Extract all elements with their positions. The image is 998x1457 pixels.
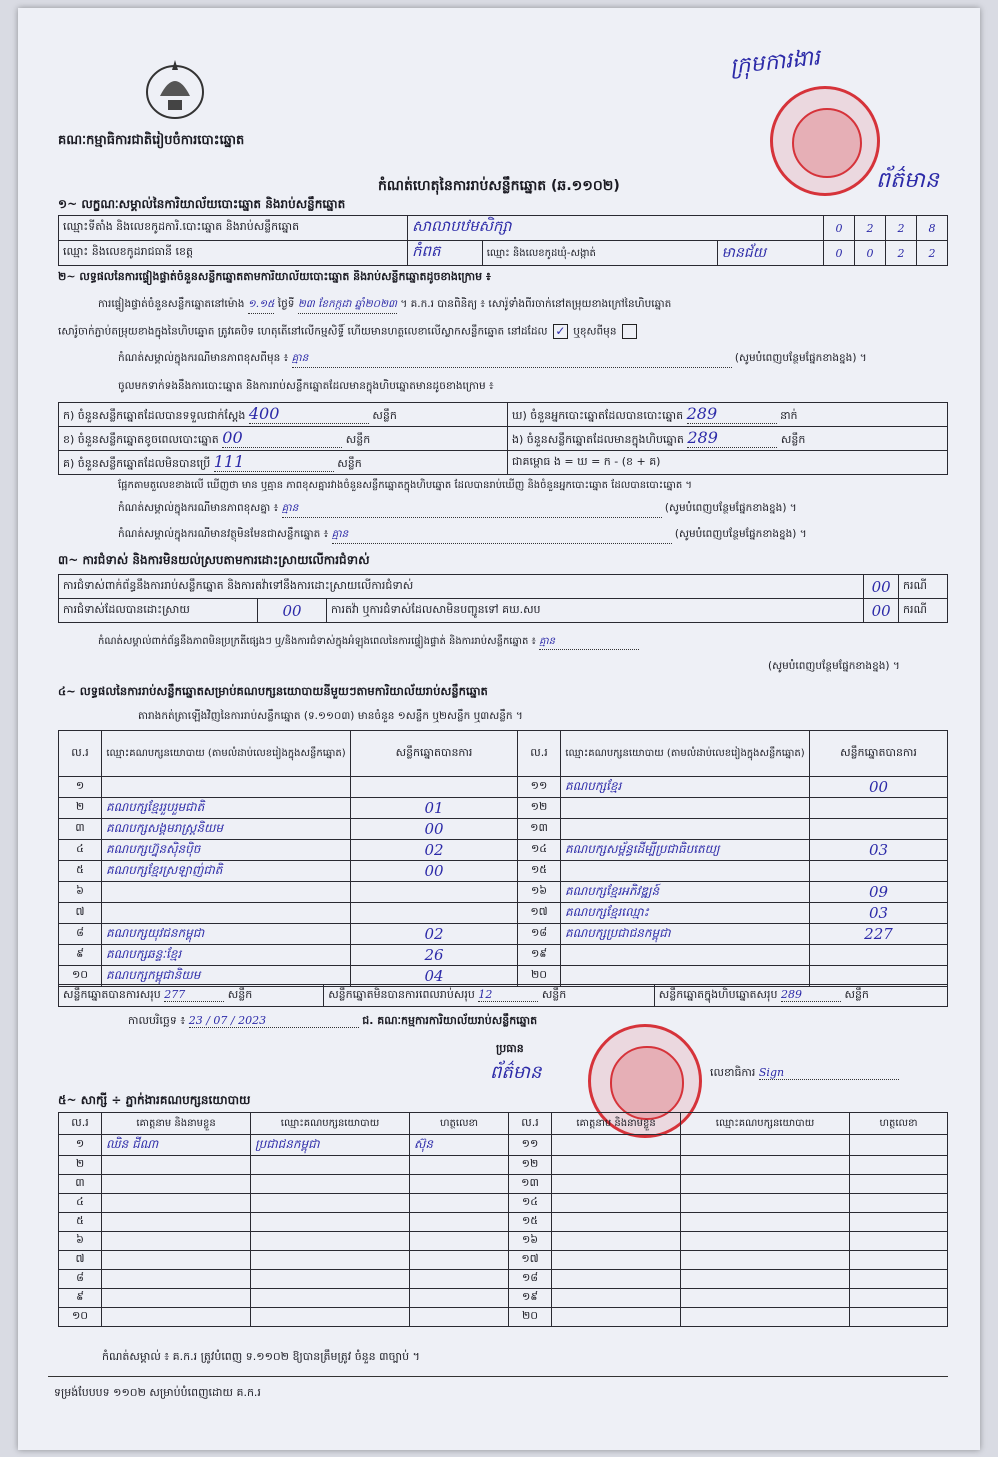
irregular-note-label: កំណត់សម្គាល់ក្នុងករណីមានវត្ថុមិនមែនជាសន្លឹកឆ្នោត ៖: [118, 528, 329, 540]
party-name-right: គណបក្សខ្មែរឈ្មោះ: [561, 903, 810, 924]
changed-checkbox[interactable]: [622, 324, 637, 339]
voters-value: 289: [687, 404, 777, 424]
party-name-left: គណបក្សហ្វ៊ុនស៊ិនប៉ិច: [102, 840, 351, 861]
handwritten-note: ក្រុមការងារ: [728, 45, 822, 80]
witness-no-left: ៤: [59, 1194, 102, 1213]
party-no-left: ៦: [59, 882, 102, 903]
w-col-no-right: ល.រ: [509, 1113, 552, 1135]
col-no-left: ល.រ: [59, 731, 102, 777]
received-label: ក) ចំនួនសន្លឹកឆ្នោតដែលបានទទួលជាក់ស្តែង: [63, 409, 246, 422]
party-name-right: [561, 861, 810, 882]
party-name-left: គណបក្សខ្មែរស្រឡាញ់ជាតិ: [102, 861, 351, 882]
witness-name-right: [552, 1232, 681, 1251]
box-total-value: 289: [781, 988, 841, 1002]
table-row: [59, 1289, 948, 1308]
party-votes-right: 00: [810, 777, 948, 798]
section-4-title: ៤~ លទ្ធផលនៃការរាប់សន្លឹកឆ្នោតសម្រាប់គណបក្សនយោបាយនីមួយៗតាមការិយាល័យរាប់សន្លឹកឆ្នោត: [58, 684, 488, 698]
verify-date: ២៣ ខែកក្កដា ឆ្នាំ២០២៣: [298, 298, 397, 314]
witness-name-left: [102, 1251, 251, 1270]
witness-name-right: [552, 1251, 681, 1270]
party-votes-left: 01: [351, 798, 518, 819]
party-votes-left: 00: [351, 861, 518, 882]
table-row: [59, 798, 948, 819]
match-line: ផ្អែកតាមតួលេខខាងលើ ឃើញថា មាន ឬគ្មាន ភាពខុសគ្នារវាងចំនួនសន្លឹកឆ្នោតក្នុងហិបឆ្នោត ដែលបានរាប់ឃើញ និងចំនួនអ្នកបោះឆ្នោត ដែលបានបោះឆ្នោត ។: [118, 480, 693, 491]
in-box-value: 289: [687, 428, 777, 448]
table-row: [59, 1251, 948, 1270]
commune-code-3: 2: [917, 241, 948, 266]
table-row: [59, 945, 948, 966]
witness-no-right: ១៦: [509, 1232, 552, 1251]
party-name-left: គណបក្សឆន្ទៈខ្មែរ: [102, 945, 351, 966]
witness-name-right: [552, 1270, 681, 1289]
invalid-total-cell: [324, 985, 655, 1007]
witness-no-right: ១៩: [509, 1289, 552, 1308]
witness-party-left: ប្រជាជនកម្ពុជា: [251, 1135, 410, 1156]
witness-party-right: [681, 1270, 850, 1289]
witness-name-left: [102, 1308, 251, 1327]
chair-label: ប្រធាន: [496, 1042, 524, 1055]
party-results-table: [58, 730, 948, 987]
province-value: កំពត: [408, 241, 483, 266]
seal-text: សោរ៉ូចាក់ភ្ជាប់តម្រុយខាងក្នុងនៃហិបឆ្នោត ត្រូវគេបិទ ហេតុតើនៅលើកម្មសិទ្ធិ៍ ហើយមានហត្ថលេខាលើស្លាកសន្លឹកឆ្នោត នៅដដែល: [58, 325, 548, 338]
witness-name-right: [552, 1135, 681, 1156]
secretary-line: [710, 1066, 899, 1082]
unused-label: គ) ចំនួនសន្លឹកឆ្នោតដែលមិនបានប្រើ: [63, 457, 211, 470]
witness-no-right: ១៨: [509, 1270, 552, 1289]
witness-party-left: [251, 1289, 410, 1308]
witness-no-left: ៥: [59, 1213, 102, 1232]
resolved-value: 00: [258, 599, 327, 623]
witness-sign-right: [850, 1213, 948, 1232]
party-no-left: ១០: [59, 966, 102, 987]
irregularity-note-label: កំណត់សម្គាល់ពាក់ព័ន្ធនឹងភាពមិនប្រក្រតីផ្សេងៗ ឬ/និងការជំទាស់ក្នុងអំឡុងពេលនៃការផ្ទៀងផ្ទាត់ និងការរាប់សន្លឹកឆ្នោត ៖: [98, 636, 536, 647]
witness-name-left: ឈិន ជីណា: [102, 1135, 251, 1156]
official-stamp-top: [770, 86, 880, 196]
party-votes-right: [810, 798, 948, 819]
station-label: ឈ្មោះទីតាំង និងលេខកូដការិ.បោះឆ្នោត និងរាប់សន្លឹកឆ្នោត: [59, 216, 408, 241]
party-name-right: គណបក្សប្រជាជនកម្ពុជា: [561, 924, 810, 945]
witness-no-left: ១០: [59, 1308, 102, 1327]
witness-no-left: ៨: [59, 1270, 102, 1289]
party-no-left: ៥: [59, 861, 102, 882]
section-1-table: [58, 215, 948, 266]
date-label: កាលបរិច្ឆេទ ៖: [128, 1014, 186, 1027]
party-name-left: គណបក្សខ្មែររួបរួមជាតិ: [102, 798, 351, 819]
irregular-note-line: [118, 528, 968, 544]
witness-no-left: ៣: [59, 1175, 102, 1194]
witness-party-right: [681, 1232, 850, 1251]
changed-label: ឬខុសពីមុន: [573, 325, 617, 338]
party-name-left: [102, 777, 351, 798]
irregularity-note-value: គ្មាន: [539, 634, 639, 650]
station-code-2: 2: [855, 216, 886, 241]
w-col-sign-left: ហត្ថលេខា: [410, 1113, 509, 1135]
intact-checkbox[interactable]: ✓: [553, 324, 568, 339]
witness-name-right: [552, 1156, 681, 1175]
table-row: [59, 1194, 948, 1213]
col-votes-left: សន្លឹកឆ្នោតបានការ: [351, 731, 518, 777]
verify-text-a: ការផ្ទៀងផ្ទាត់ចំនួនសន្លឹកឆ្នោតនៅម៉ោង: [98, 298, 245, 310]
witness-no-left: ១: [59, 1135, 102, 1156]
w-col-party-left: ឈ្មោះគណបក្សនយោបាយ: [251, 1113, 410, 1135]
witness-sign-right: [850, 1175, 948, 1194]
in-box-unit: សន្លឹក: [780, 433, 806, 446]
party-votes-right: 227: [810, 924, 948, 945]
w-col-party-right: ឈ្មោះគណបក្សនយោបាយ: [681, 1113, 850, 1135]
witness-no-right: ២០: [509, 1308, 552, 1327]
secretary-label: លេខាធិការ: [710, 1066, 756, 1079]
party-no-right: ១៨: [518, 924, 561, 945]
witness-no-left: ៩: [59, 1289, 102, 1308]
table-row: [59, 819, 948, 840]
unused-value: 111: [214, 452, 334, 472]
party-name-left: [102, 903, 351, 924]
party-votes-left: [351, 777, 518, 798]
w-col-name-right: គោត្តនាម និងនាមខ្លួន: [552, 1113, 681, 1135]
table-row: [59, 840, 948, 861]
valid-total-cell: [59, 985, 324, 1007]
party-no-right: ១៤: [518, 840, 561, 861]
difference-note-value: គ្មាន: [282, 502, 662, 518]
ballot-count-table: [58, 402, 948, 475]
witness-name-right: [552, 1289, 681, 1308]
section-4-intro: តារាងកត់ត្រាឡើងវិញនៃការរាប់សន្លឹកឆ្នោត (ទ.១១០៣) មានចំនួន ១សន្លឹក ឬ២សន្លឹក ឬ៣សន្លឹក ។: [138, 710, 523, 722]
party-no-left: ៨: [59, 924, 102, 945]
w-col-sign-right: ហត្ថលេខា: [850, 1113, 948, 1135]
document-title: កំណត់ហេតុនៃការរាប់សន្លឹកឆ្នោត (ឆ.១១០២): [378, 178, 620, 194]
station-code-1: 0: [824, 216, 855, 241]
commune-code-2: 2: [886, 241, 917, 266]
change-note-label: កំណត់សម្គាល់ក្នុងករណីមានភាពខុសពីមុន ៖: [118, 352, 289, 364]
witness-sign-right: [850, 1135, 948, 1156]
witness-sign-left: [410, 1213, 509, 1232]
party-no-left: ៧: [59, 903, 102, 924]
witness-name-left: [102, 1156, 251, 1175]
form-footer: ទម្រង់បែបបទ ១១០២ សម្រាប់បំពេញដោយ គ.ក.រ: [54, 1386, 261, 1399]
unused-unit: សន្លឹក: [337, 457, 362, 470]
station-code-3: 2: [886, 216, 917, 241]
witness-party-left: [251, 1308, 410, 1327]
party-votes-right: [810, 819, 948, 840]
date-line: [128, 1014, 537, 1030]
forwarded-value: 00: [864, 599, 899, 623]
verify-text-c: ។ គ.ក.រ បានពិនិត្យ ៖ សោរ៉ូទាំងពីរចាក់នៅតម្រុយខាងក្រៅនៃហិបឆ្នោត: [400, 298, 672, 310]
witness-sign-left: [410, 1251, 509, 1270]
ballot-row-received: [59, 403, 508, 427]
party-name-right: គណបក្សខ្មែរ: [561, 777, 810, 798]
valid-total-label: សន្លឹកឆ្នោតបានការសរុប: [63, 987, 161, 1001]
party-no-right: ១៣: [518, 819, 561, 840]
table-row: [59, 1135, 948, 1156]
change-note-value: គ្មាន: [292, 352, 732, 368]
party-name-right: គណបក្សខ្មែរអភិវឌ្ឍន៍: [561, 882, 810, 903]
verify-text-b: ថ្ងៃទី: [277, 298, 295, 310]
totals-table: [58, 984, 948, 1007]
irregular-note-hint: (សូមបំពេញបន្ថែមផ្នែកខាងខ្នង) ។: [674, 528, 807, 540]
witness-party-right: [681, 1251, 850, 1270]
witness-name-left: [102, 1213, 251, 1232]
voters-unit: នាក់: [780, 409, 798, 422]
invalid-total-value: 12: [478, 988, 538, 1002]
witness-no-right: ១២: [509, 1156, 552, 1175]
party-no-left: ៩: [59, 945, 102, 966]
witness-no-left: ៧: [59, 1251, 102, 1270]
section-1-title: ១~ លក្ខណៈសម្គាល់នៃការិយាល័យបោះឆ្នោត និងរាប់សន្លឹកឆ្នោត: [58, 197, 346, 211]
ballot-row-unused: [59, 451, 508, 475]
witness-name-right: [552, 1194, 681, 1213]
table-row: [59, 1232, 948, 1251]
valid-total-value: 277: [164, 988, 224, 1002]
table-row: [59, 1270, 948, 1289]
commune-code-1: 0: [855, 241, 886, 266]
province-code-1: 0: [824, 241, 855, 266]
party-no-right: ១៦: [518, 882, 561, 903]
party-name-right: [561, 945, 810, 966]
w-col-name-left: គោត្តនាម និងនាមខ្លួន: [102, 1113, 251, 1135]
col-no-right: ល.រ: [518, 731, 561, 777]
party-votes-left: 04: [351, 966, 518, 987]
witness-party-left: [251, 1213, 410, 1232]
box-total-unit: សន្លឹក: [844, 987, 869, 1001]
table-row: [59, 1175, 948, 1194]
difference-note-label: កំណត់សម្គាល់ក្នុងករណីមានភាពខុសគ្នា ៖: [118, 502, 279, 514]
invalid-total-label: សន្លឹកឆ្នោតមិនបានការពេលរាប់សរុប: [328, 987, 475, 1001]
voters-label: ឃ) ចំនួនអ្នកបោះឆ្នោតដែលបានបោះឆ្នោត: [512, 409, 684, 422]
party-votes-right: [810, 861, 948, 882]
change-note-hint: (សូមបំពេញបន្ថែមផ្នែកខាងខ្នង) ។: [734, 352, 867, 364]
commune-label: ឈ្មោះ និងលេខកូដឃុំ-សង្កាត់: [482, 241, 717, 266]
party-name-right: [561, 819, 810, 840]
witness-sign-left: [410, 1175, 509, 1194]
witness-no-right: ១៣: [509, 1175, 552, 1194]
witness-name-right: [552, 1175, 681, 1194]
party-no-left: ១: [59, 777, 102, 798]
party-name-left: គណបក្សយុវជនកម្ពុជា: [102, 924, 351, 945]
section-2-title: ២~ លទ្ធផលនៃការផ្ទៀងផ្ទាត់ចំនួនសន្លឹកឆ្នោតតាមការិយាល័យបោះឆ្នោត និងរាប់សន្លឹកឆ្នោតដូចខាងក្រោម ៖: [58, 270, 491, 283]
change-note-line: [118, 352, 968, 368]
witness-party-right: [681, 1289, 850, 1308]
commission-name: គណៈកម្មាធិការជាតិរៀបចំការបោះឆ្នោត: [58, 133, 245, 148]
spoiled-unit: សន្លឹក: [345, 433, 371, 446]
table-row: [59, 924, 948, 945]
station-code-4: 8: [917, 216, 948, 241]
section-3-title: ៣~ ការជំទាស់ និងការមិនយល់ស្របតាមការដោះស្រាយលើការជំទាស់: [58, 553, 370, 567]
witness-no-right: ១៤: [509, 1194, 552, 1213]
party-votes-right: 03: [810, 903, 948, 924]
difference-note-line: [118, 502, 968, 518]
witness-party-left: [251, 1232, 410, 1251]
party-name-left: [102, 882, 351, 903]
party-no-left: ៤: [59, 840, 102, 861]
station-value: សាលាបឋមសិក្សា: [408, 216, 824, 241]
seal-line: [58, 324, 958, 341]
box-total-cell: [654, 985, 947, 1007]
col-party-left: ឈ្មោះគណបក្សនយោបាយ (តាមលំដាប់លេខរៀងក្នុងសន្លឹកឆ្នោត): [102, 731, 351, 777]
witness-party-right: [681, 1175, 850, 1194]
handwritten-signature-top: ព័ត៌មាន: [876, 168, 939, 193]
received-value: 400: [249, 404, 369, 424]
irregularity-note-line: [98, 634, 968, 650]
ballot-row-voters: [508, 403, 948, 427]
party-votes-left: [351, 903, 518, 924]
formula-text: ជាគម្ពោធ ង = ឃ = ក - (ខ + គ): [512, 454, 661, 468]
spoiled-label: ខ) ចំនួនសន្លឹកឆ្នោតខូចពេលបោះឆ្នោត: [63, 433, 219, 446]
witness-name-right: [552, 1308, 681, 1327]
date-value: 23 / 07 / 2023: [189, 1014, 359, 1028]
commune-value: មានជ័យ: [717, 241, 823, 266]
party-no-left: ៣: [59, 819, 102, 840]
w-col-no-left: ល.រ: [59, 1113, 102, 1135]
witness-no-right: ១១: [509, 1135, 552, 1156]
forwarded-unit: ករណី: [899, 599, 948, 623]
resolved-label: ការជំទាស់ដែលបានដោះស្រាយ: [59, 599, 258, 623]
section-2-intro: ចូលមកទាក់ទងនឹងការបោះឆ្នោត និងការរាប់សន្លឹកឆ្នោតដែលមានក្នុងហិបឆ្នោតមានដូចខាងក្រោម ៖: [118, 380, 494, 392]
forwarded-label: ការតវ៉ា ឬការជំទាស់ដែលសាមិនបញ្ជូនទៅ គឃ.សប: [327, 599, 864, 623]
witness-sign-right: [850, 1251, 948, 1270]
secretary-signature: Sign: [759, 1066, 899, 1080]
sign-label: ជ. គណៈកម្មការការិយាល័យរាប់សន្លឹកឆ្នោត: [362, 1014, 538, 1027]
objection-unit: ករណី: [899, 575, 948, 599]
party-no-left: ២: [59, 798, 102, 819]
table-row: [59, 1308, 948, 1327]
table-row: [59, 777, 948, 798]
witness-party-right: [681, 1156, 850, 1175]
witness-sign-right: [850, 1232, 948, 1251]
witness-no-right: ១៥: [509, 1213, 552, 1232]
witness-sign-left: [410, 1156, 509, 1175]
document-page: [18, 8, 980, 1450]
witness-sign-left: [410, 1270, 509, 1289]
witness-name-left: [102, 1270, 251, 1289]
valid-total-unit: សន្លឹក: [227, 987, 253, 1001]
col-votes-right: សន្លឹកឆ្នោតបានការ: [810, 731, 948, 777]
footer-divider: [48, 1376, 948, 1377]
spoiled-value: 00: [222, 428, 342, 448]
witness-sign-left: [410, 1308, 509, 1327]
table-row: [59, 882, 948, 903]
party-no-right: ១៥: [518, 861, 561, 882]
table-row: [59, 1156, 948, 1175]
party-votes-right: [810, 945, 948, 966]
witness-party-right: [681, 1213, 850, 1232]
witness-party-left: [251, 1175, 410, 1194]
witness-party-left: [251, 1156, 410, 1175]
witness-sign-left: [410, 1232, 509, 1251]
section-5-title: ៥~ សាក្សី ÷ ភ្នាក់ងារគណបក្សនយោបាយ: [58, 1093, 251, 1107]
difference-note-hint: (សូមបំពេញបន្ថែមផ្នែកខាងខ្នង) ។: [664, 502, 797, 514]
irregularity-note-hint: (សូមបំពេញបន្ថែមផ្នែកខាងខ្នង) ។: [768, 660, 900, 672]
in-box-label: ង) ចំនួនសន្លឹកឆ្នោតដែលមានក្នុងហិបឆ្នោត: [512, 433, 684, 446]
witness-sign-right: [850, 1308, 948, 1327]
witness-no-left: ២: [59, 1156, 102, 1175]
chair-signature: ព័ត៌មាន: [490, 1062, 542, 1083]
witness-party-left: [251, 1194, 410, 1213]
witness-name-left: [102, 1289, 251, 1308]
party-name-left: គណបក្សកម្ពុជានិយម: [102, 966, 351, 987]
verification-line: [98, 298, 958, 314]
witness-name-left: [102, 1175, 251, 1194]
witness-table: [58, 1112, 948, 1327]
witness-sign-right: [850, 1194, 948, 1213]
table-row: [59, 903, 948, 924]
party-no-right: ២០: [518, 966, 561, 987]
party-no-right: ១២: [518, 798, 561, 819]
witness-party-right: [681, 1308, 850, 1327]
objection-table: [58, 574, 948, 623]
party-votes-right: 09: [810, 882, 948, 903]
party-no-right: ១៩: [518, 945, 561, 966]
witness-sign-right: [850, 1270, 948, 1289]
objection-value: 00: [864, 575, 899, 599]
witness-party-right: [681, 1194, 850, 1213]
witness-party-left: [251, 1270, 410, 1289]
table-row: [59, 1213, 948, 1232]
objection-label: ការជំទាស់ពាក់ព័ន្ធនឹងការរាប់សន្លឹកឆ្នោត និងការតវ៉ាទៅនឹងការដោះស្រាយលើការជំទាស់: [59, 575, 864, 599]
party-votes-right: 03: [810, 840, 948, 861]
emblem-logo: [140, 56, 210, 122]
party-name-right: គណបក្សសម្ព័ន្ធដើម្បីប្រជាធិបតេយ្យ: [561, 840, 810, 861]
ballot-row-spoiled: [59, 427, 508, 451]
box-total-label: សន្លឹកឆ្នោតក្នុងហិបឆ្នោតសរុប: [658, 987, 778, 1001]
witness-party-right: [681, 1135, 850, 1156]
witness-no-left: ៦: [59, 1232, 102, 1251]
irregular-note-value: គ្មាន: [332, 528, 672, 544]
party-votes-left: 02: [351, 924, 518, 945]
ballot-row-formula: [508, 451, 948, 475]
witness-sign-left: [410, 1289, 509, 1308]
verify-time: ១.១៥: [248, 298, 275, 314]
invalid-total-unit: សន្លឹក: [541, 987, 567, 1001]
party-votes-left: 00: [351, 819, 518, 840]
table-row: [59, 861, 948, 882]
witness-name-right: [552, 1213, 681, 1232]
witness-name-left: [102, 1194, 251, 1213]
witness-sign-right: [850, 1156, 948, 1175]
witness-sign-left: [410, 1194, 509, 1213]
party-votes-left: 26: [351, 945, 518, 966]
party-votes-left: [351, 882, 518, 903]
party-no-right: ១១: [518, 777, 561, 798]
received-unit: សន្លឹក: [372, 409, 397, 422]
col-party-right: ឈ្មោះគណបក្សនយោបាយ (តាមលំដាប់លេខរៀងក្នុងសន្លឹកឆ្នោត): [561, 731, 810, 777]
witness-party-left: [251, 1251, 410, 1270]
ballot-row-in-box: [508, 427, 948, 451]
witness-sign-right: [850, 1289, 948, 1308]
party-no-right: ១៧: [518, 903, 561, 924]
party-name-left: គណបក្សសង្គមរាស្ត្រនិយម: [102, 819, 351, 840]
witness-name-left: [102, 1232, 251, 1251]
footer-note: កំណត់សម្គាល់ ៖ គ.ក.រ ត្រូវបំពេញ ទ.១១០២ ឱ្យបានត្រឹមត្រូវ ចំនួន ៣ច្បាប់ ។: [102, 1350, 420, 1363]
province-label: ឈ្មោះ និងលេខកូដរាជធានី ខេត្ត: [59, 241, 408, 266]
party-votes-left: 02: [351, 840, 518, 861]
witness-no-right: ១៧: [509, 1251, 552, 1270]
party-name-right: [561, 798, 810, 819]
witness-sign-left: ស៊ុន: [410, 1135, 509, 1156]
